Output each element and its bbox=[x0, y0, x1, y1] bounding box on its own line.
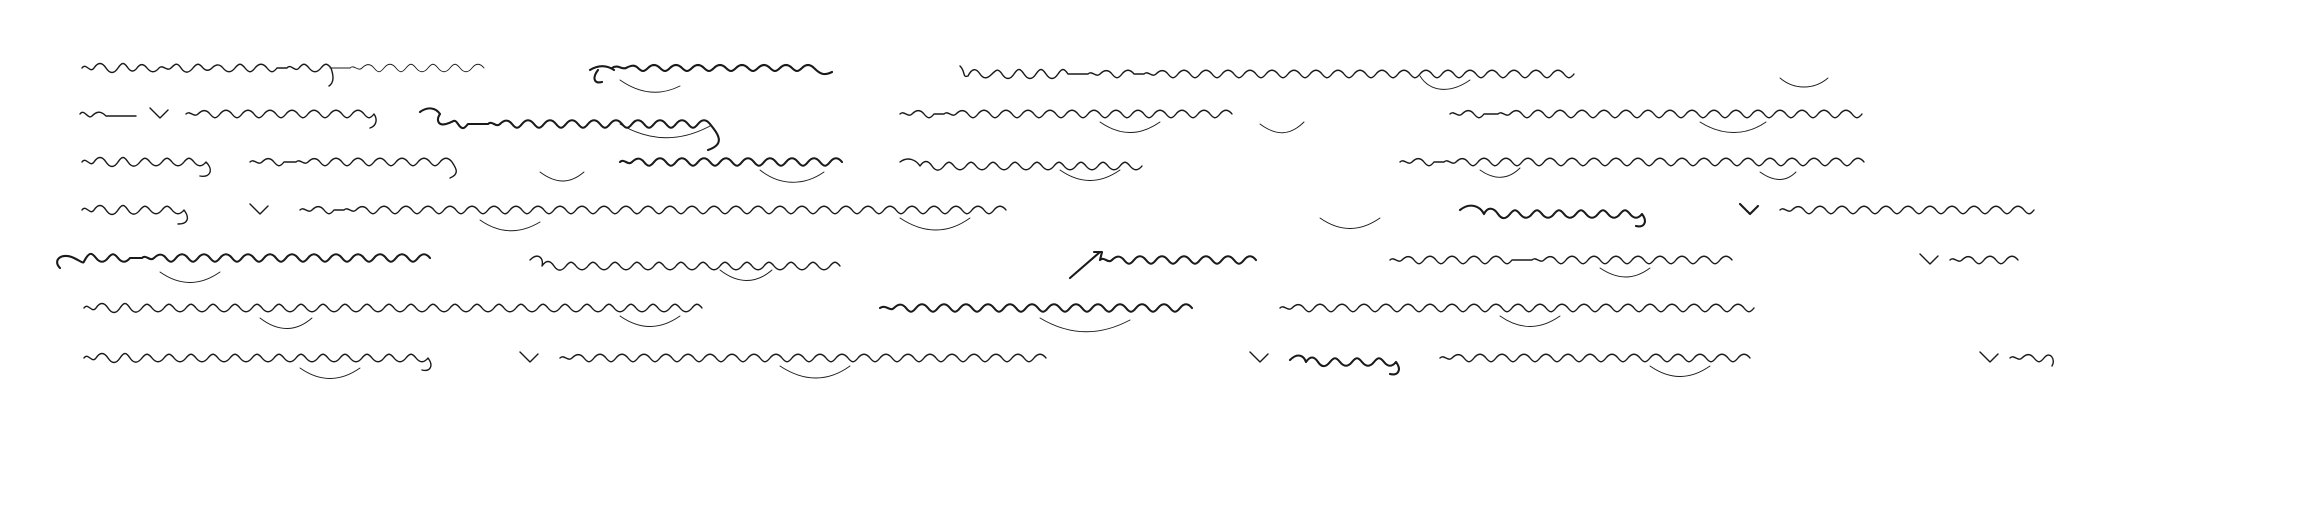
manuscript-line-7 bbox=[84, 352, 2053, 379]
manuscript-line-2 bbox=[80, 108, 1862, 150]
manuscript-line-6 bbox=[84, 304, 1754, 332]
manuscript-line-5 bbox=[57, 252, 2018, 283]
manuscript-line-3 bbox=[82, 158, 1864, 183]
manuscript-line-1 bbox=[82, 64, 1828, 93]
manuscript-line-4 bbox=[82, 204, 2034, 231]
